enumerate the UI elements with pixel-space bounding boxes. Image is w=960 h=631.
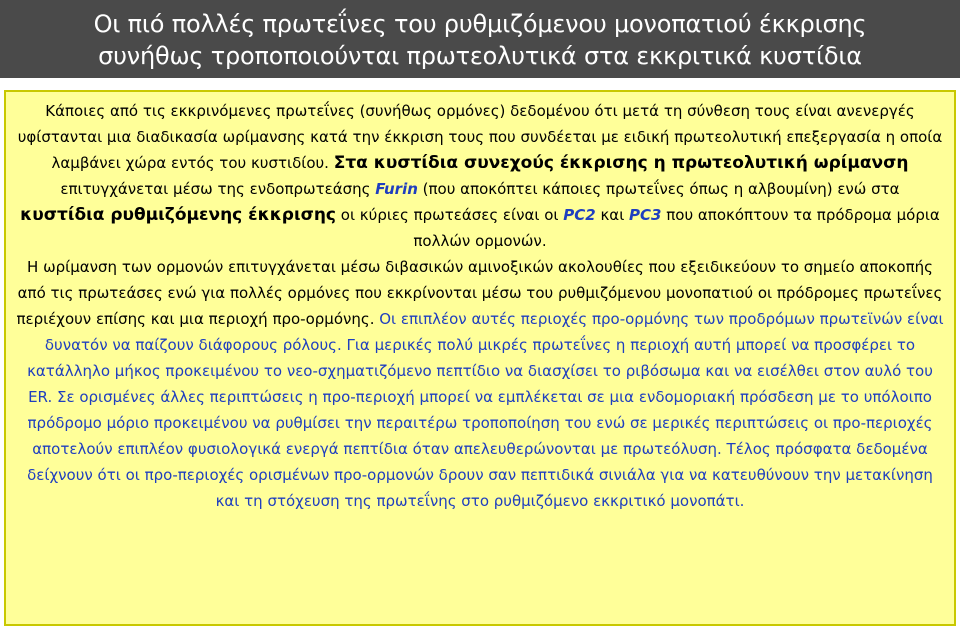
p1-text-f: οι κύριες πρωτεάσες είναι οι — [336, 206, 564, 224]
p1-text-h: που αποκόπτουν τα πρόδρομα μόρια πολλών ορμονών. — [413, 206, 940, 250]
p1-text-a: Κάποιες από τις εκκρινόμενες πρωτεΐνες (συνήθως ορμόνες) δεδομένου ότι μετά τη σύνθεση τους είναι ανενεργές υφίστανται μια διαδικασία ωρίμανσης κατά την έκκριση τους που συνδέεται με ειδική πρωτεολυτική επεξεργασία η οποία λαμβάνει χώρα εντός του κυστιδίου. — [17, 102, 943, 172]
p1-text-c: επιτυγχάνεται μέσω της ενδοπρωτεάσης — [60, 180, 376, 198]
p1-text-g: και — [595, 206, 630, 224]
slide-title-line-2: συνήθως τροποποιούνται πρωτεολυτικά στα εκκριτικά κυστίδια — [98, 42, 862, 70]
p2-text-a: Η ωρίμανση των ορμονών επιτυγχάνεται μέσω διβασικών αμινοξικών ακολουθίες που εξειδικεύουν το σημείο αποκοπής από τις πρωτεάσες ενώ για πολλές ορμόνες που εκκρίνονται μέσω του ρυθμιζόμενου μονοπατιού οι πρόδρομες πρωτεΐνες περιέχουν επίσης και μια περιοχή προ-ορμόνης. — [16, 258, 943, 328]
p1-emphasis-continuous: Στα κυστίδια συνεχούς έκκρισης η πρωτεολυτική ωρίμανση — [333, 153, 909, 173]
slide-title-line-1: Οι πιό πολλές πρωτεΐνες του ρυθμιζόμενου μονοπατιού έκκρισης — [93, 10, 867, 38]
paragraph-1 — [16, 98, 944, 254]
furin-term: Furin — [375, 180, 418, 198]
pc3-term: PC3 — [629, 206, 662, 224]
p2-text-b: Οι επιπλέον αυτές περιοχές προ-ορμόνης των προδρόμων πρωτεϊνών είναι δυνατόν να παίζουν διάφορους ρόλους. Για μερικές πολύ μικρές πρωτεΐνες η περιοχή αυτή μπορεί να προσφέρει το κατάλληλο μήκος προκειμένου το νεο-σχηματιζόμενο πεπτίδιο να διασχίσει το ριβόσωμα και να εισέλθει στον αυλό του ER. Σε ορισμένες άλλες περιπτώσεις η προ-περιοχή μπορεί να εμπλέκεται σε μια ενδομοριακή πρόσδεση με το υπόλοιπο πρόδρομο μόριο προκειμένου να ρυθμίσει την περαιτέρω τροποποίηση του ενώ σε μερικές περιπτώσεις οι προ-περιοχές αποτελούν επιπλέον φυσιολογικά ενεργά πεπτίδια όταν απελευθερώνονται με πρωτεόλυση. Τέλος πρόσφατα δεδομένα δείχνουν ότι οι προ-περιοχές ορισμένων προ-ορμονών δρουν σαν πεπτιδικά σινιάλα για να κατευθύνουν την μετακίνηση και τη στόχευση της πρωτεΐνης στο ρυθμιζόμενο εκκριτικό μονοπάτι. — [27, 310, 944, 510]
slide-title — [0, 0, 960, 78]
p1-emphasis-regulated: κυστίδια ρυθμιζόμενης έκκρισης — [20, 205, 337, 225]
content-box — [4, 90, 956, 626]
paragraph-2 — [16, 254, 944, 514]
p1-text-d: (που αποκόπτει κάποιες πρωτεΐνες όπως η αλβουμίνη) ενώ στα — [417, 180, 900, 198]
pc2-term: PC2 — [563, 206, 596, 224]
